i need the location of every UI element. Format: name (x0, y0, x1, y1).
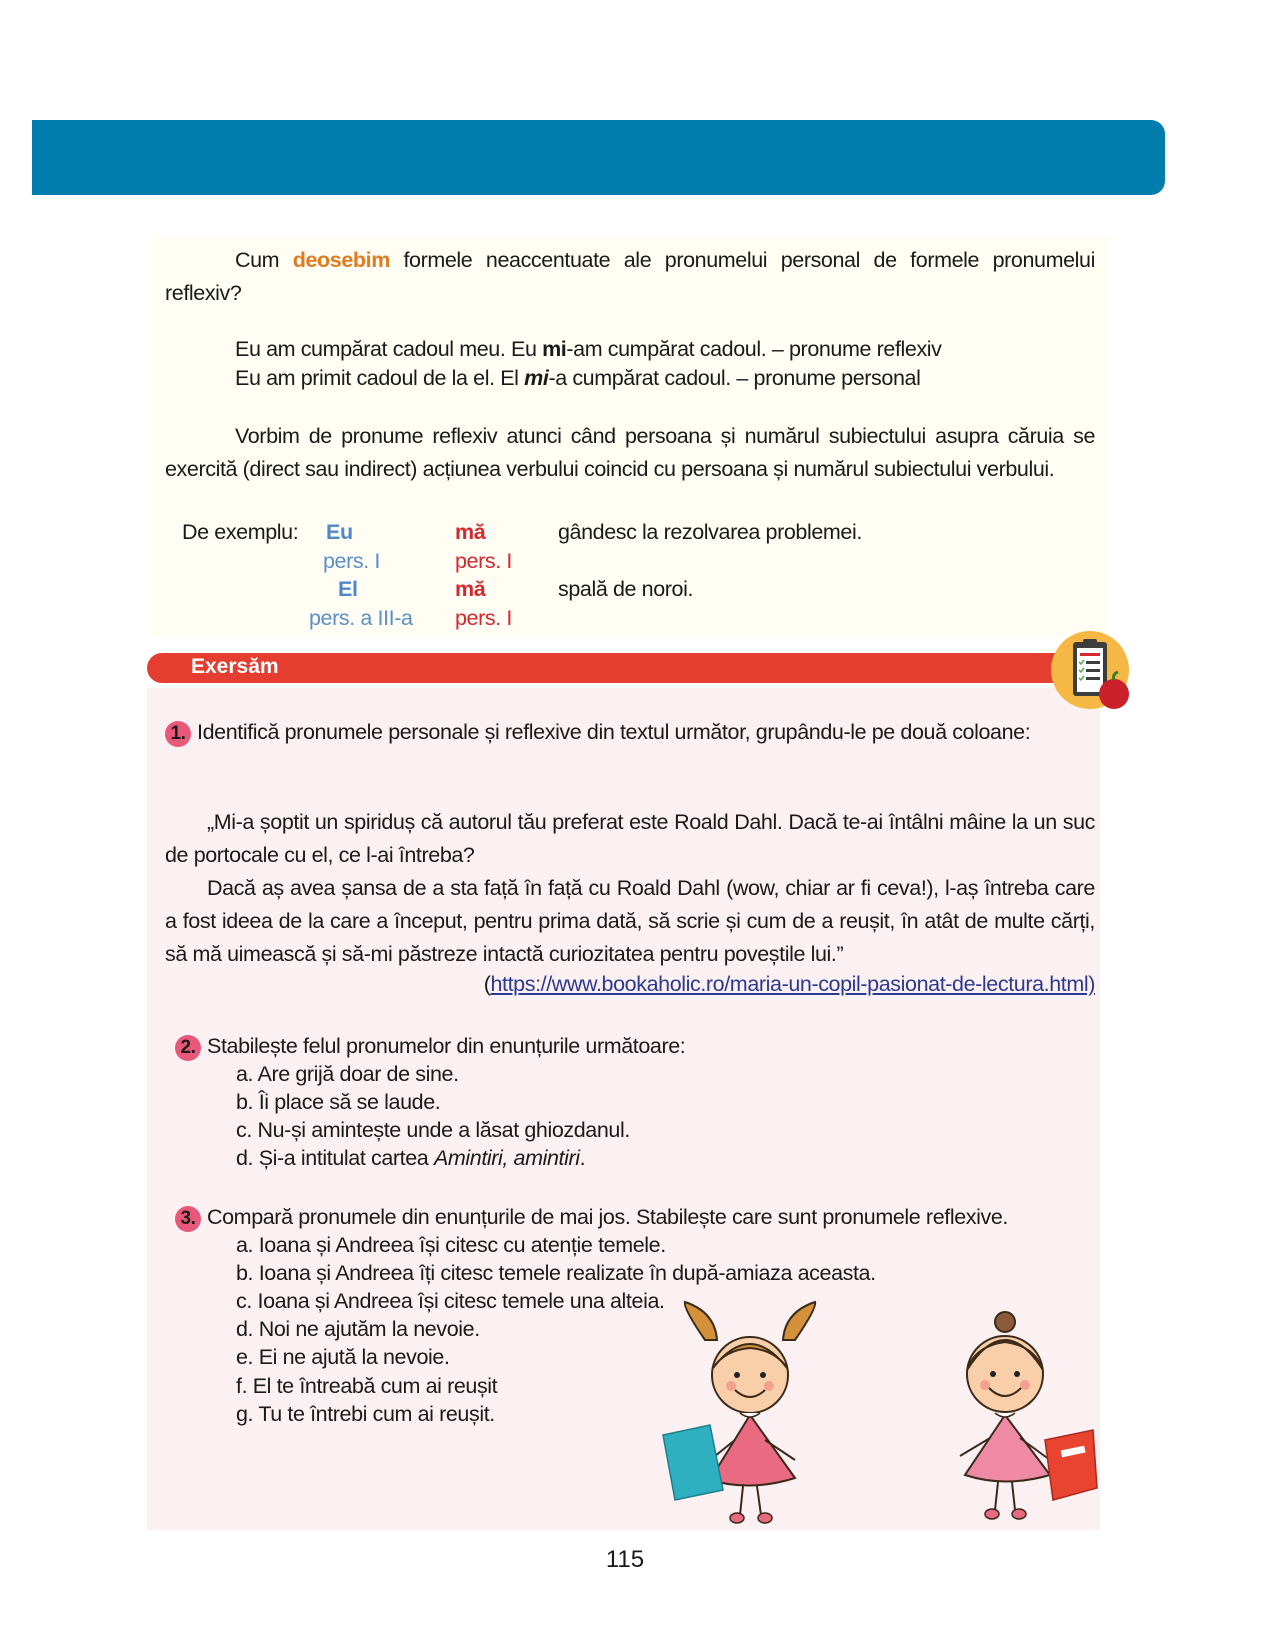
exercise-number-badge: 3. (175, 1206, 201, 1232)
exercise-3-prompt: 3. Compară pronumele din enunțurile de mai jos. Stabilește care sunt pronumele reflexive. (175, 1201, 1115, 1234)
chapter-banner (32, 120, 1165, 195)
exercise-2-item: c. Nu-și amintește unde a lăsat ghiozdanul. (236, 1118, 630, 1142)
exercise-2-item: b. Îi place să se laude. (236, 1090, 441, 1114)
clipboard-apple-icon (1050, 630, 1132, 712)
exercise-1-quote-p1: „Mi-a șoptit un spiriduș că autorul tău preferat este Roald Dahl. Dacă te-ai întâlni mâine la un suc de portocale cu el, ce l-ai întreba? (165, 810, 1095, 867)
example-subject-person: pers. I (323, 549, 380, 573)
example-subject: Eu (326, 520, 353, 544)
intro-question: Cum deosebim formele neaccentuate ale pronumelui personal de formele pronumelui reflexiv? (165, 248, 1095, 305)
exercise-2-item: d. Și-a intitulat cartea Amintiri, amintiri. (236, 1146, 586, 1170)
example-subject: El (338, 577, 358, 601)
example-subject-person: pers. a III-a (309, 606, 413, 630)
example-pronoun-person: pers. I (455, 606, 512, 630)
exercise-2-item: a. Are grijă doar de sine. (236, 1062, 459, 1086)
girl-pigtails-illustration (655, 1300, 845, 1525)
example-personal: Eu am primit cadoul de la el. El mi-a cumpărat cadoul. – pronume personal (235, 366, 921, 390)
source-link[interactable]: https://www.bookaholic.ro/maria-un-copil-pasionat-de-lectura.html) (490, 972, 1095, 996)
exercise-1-quote-p2: Dacă aș avea șansa de a sta față în față cu Roald Dahl (wow, chiar ar fi ceva!), l-aș întreba care a fost ideea de la care a început, pentru prima dată, să scrie și cum de a reușit, în atât de multe cărți, să mă uimească și să-mi păstreze intactă curiozitatea pentru poveștile lui.” (165, 876, 1095, 966)
exercise-3-item: a. Ioana și Andreea își citesc cu atenție temele. (236, 1233, 666, 1257)
exercise-3-item: g. Tu te întrebi cum ai reușit. (236, 1402, 495, 1426)
definition-text: Vorbim de pronume reflexiv atunci când persoana și numărul subiectului asupra căruia se exercită (direct sau indirect) acțiunea verbului coincid cu persoana și numărul subiectului verbului. (165, 424, 1095, 481)
example-pronoun: mă (455, 577, 486, 601)
exercise-3-item: e. Ei ne ajută la nevoie. (236, 1345, 450, 1369)
highlight-word: deosebim (292, 248, 390, 272)
girl-bun-illustration (945, 1310, 1100, 1525)
exercise-number-badge: 2. (175, 1035, 201, 1061)
exercise-3-item: b. Ioana și Andreea îți citesc temele realizate în după-amiaza aceasta. (236, 1261, 876, 1285)
exercise-3-item: f. El te întreabă cum ai reușit (236, 1374, 498, 1398)
exercise-1-source: (https://www.bookaholic.ro/maria-un-copil-pasionat-de-lectura.html) (483, 972, 1095, 996)
example-pronoun-person: pers. I (455, 549, 512, 573)
example-label: De exemplu: (182, 520, 299, 544)
section-header-exersam (147, 653, 1077, 683)
exercise-3-item: c. Ioana și Andreea își citesc temele una alteia. (236, 1289, 665, 1313)
exercise-number-badge: 1. (165, 721, 191, 747)
exercise-2-prompt: 2. Stabilește felul pronumelor din enunțurile următoare: (175, 1030, 1075, 1063)
example-rest: gândesc la rezolvarea problemei. (558, 520, 862, 544)
exercise-3-item: d. Noi ne ajutăm la nevoie. (236, 1317, 480, 1341)
example-pronoun: mă (455, 520, 486, 544)
exercise-1-prompt: 1. Identifică pronumele personale și reflexive din textul următor, grupându-le pe două coloane: (165, 716, 1095, 749)
example-rest: spală de noroi. (558, 577, 694, 601)
example-reflexive: Eu am cumpărat cadoul meu. Eu mi-am cumpărat cadoul. – pronume reflexiv (235, 337, 942, 361)
page-number: 115 (605, 1546, 645, 1573)
section-title: Exersăm (191, 655, 279, 678)
